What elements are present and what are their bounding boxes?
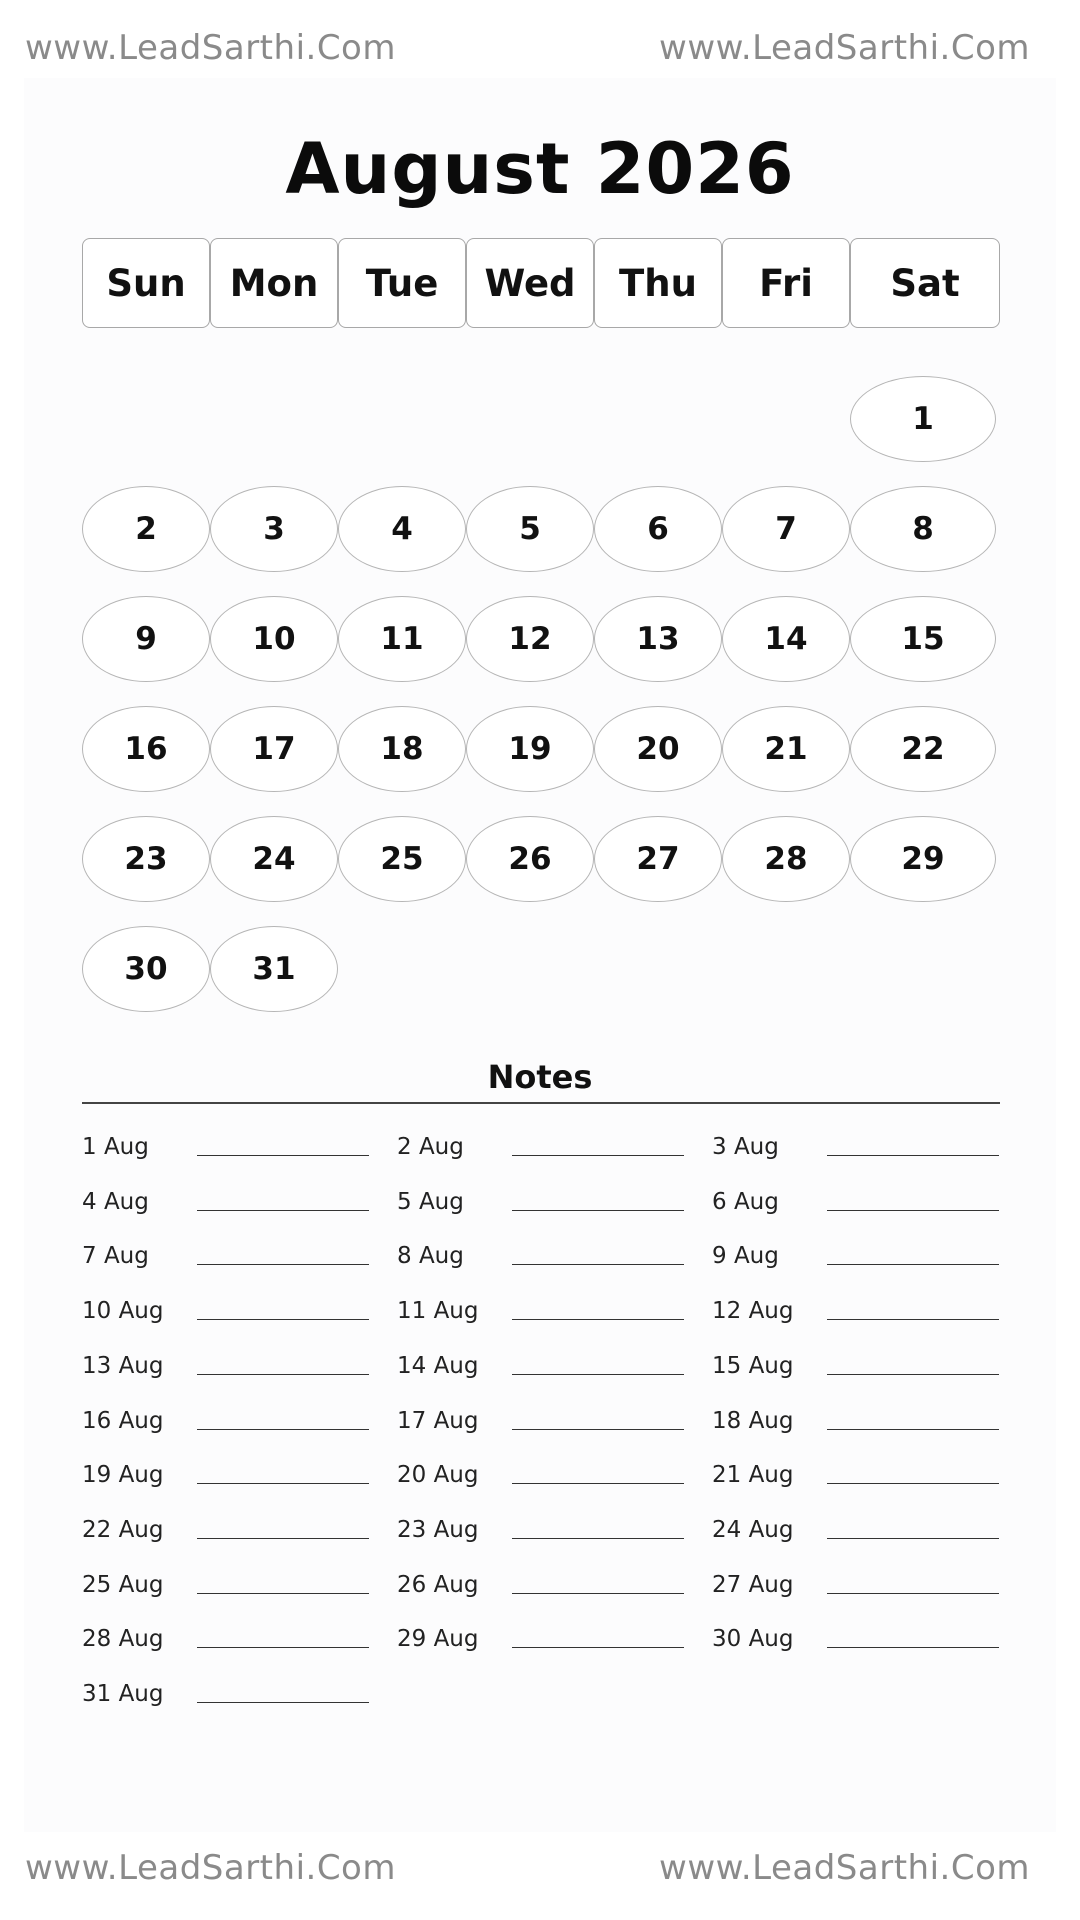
note-entry [712, 1239, 1002, 1279]
day-10: 10 [210, 596, 338, 682]
note-entry [82, 1568, 372, 1608]
note-write-line [827, 1155, 999, 1156]
note-write-line [197, 1264, 369, 1265]
day-17: 17 [210, 706, 338, 792]
note-entry [397, 1622, 687, 1662]
note-date-label: 1 Aug [82, 1134, 149, 1160]
day-21: 21 [722, 706, 850, 792]
note-date-label: 12 Aug [712, 1298, 794, 1325]
note-entry [712, 1185, 1002, 1225]
note-date-label: 14 Aug [397, 1352, 479, 1379]
day-28: 28 [722, 816, 850, 902]
watermark-bottom-right: www.LeadSarthi.Com [659, 1848, 1030, 1888]
note-entry [82, 1622, 372, 1662]
note-write-line [827, 1593, 999, 1594]
note-write-line [197, 1319, 369, 1320]
watermark-bottom-left: www.LeadSarthi.Com [25, 1848, 396, 1888]
note-entry [82, 1185, 372, 1225]
note-date-label: 8 Aug [397, 1243, 464, 1270]
note-date-label: 19 Aug [82, 1462, 164, 1489]
note-write-line [197, 1483, 369, 1484]
day-18: 18 [338, 706, 466, 792]
day-grid [82, 376, 1000, 1016]
note-write-line [512, 1647, 684, 1648]
note-date-label: 4 Aug [82, 1188, 149, 1215]
day-20: 20 [594, 706, 722, 792]
note-entry [397, 1349, 687, 1389]
note-entry [82, 1130, 372, 1170]
note-entry [82, 1349, 372, 1389]
note-entry [397, 1404, 687, 1444]
note-entry [712, 1458, 1002, 1498]
note-entry [712, 1568, 1002, 1608]
note-date-label: 31 Aug [82, 1681, 164, 1707]
note-write-line [197, 1374, 369, 1375]
day-14: 14 [722, 596, 850, 682]
day-16: 16 [82, 706, 210, 792]
note-date-label: 25 Aug [82, 1571, 164, 1598]
note-date-label: 10 Aug [82, 1298, 164, 1325]
note-write-line [512, 1155, 684, 1156]
note-date-label: 17 Aug [397, 1407, 479, 1434]
note-entry [712, 1404, 1002, 1444]
day-24: 24 [210, 816, 338, 902]
note-date-label: 7 Aug [82, 1243, 149, 1270]
day-5: 5 [466, 486, 594, 572]
day-19: 19 [466, 706, 594, 792]
note-date-label: 21 Aug [712, 1462, 794, 1489]
day-6: 6 [594, 486, 722, 572]
note-write-line [197, 1538, 369, 1539]
weekday-fri: Fri [722, 238, 850, 328]
note-entry [397, 1458, 687, 1498]
weekday-sun: Sun [82, 238, 210, 328]
note-write-line [827, 1647, 999, 1648]
note-date-label: 22 Aug [82, 1516, 164, 1543]
note-write-line [827, 1264, 999, 1265]
day-26: 26 [466, 816, 594, 902]
day-30: 30 [82, 926, 210, 1012]
month-title: August 2026 [285, 128, 795, 210]
note-date-label: 2 Aug [397, 1134, 464, 1160]
note-date-label: 16 Aug [82, 1407, 164, 1434]
note-write-line [197, 1593, 369, 1594]
day-25: 25 [338, 816, 466, 902]
notes-title: Notes [487, 1058, 593, 1096]
note-entry [712, 1622, 1002, 1662]
note-write-line [197, 1210, 369, 1211]
weekday-sat: Sat [850, 238, 1000, 328]
note-entry [712, 1349, 1002, 1389]
day-31: 31 [210, 926, 338, 1012]
note-date-label: 9 Aug [712, 1243, 779, 1270]
note-date-label: 5 Aug [397, 1188, 464, 1215]
note-entry [712, 1294, 1002, 1334]
note-entry [397, 1185, 687, 1225]
day-1: 1 [850, 376, 996, 462]
note-write-line [512, 1374, 684, 1375]
note-write-line [827, 1538, 999, 1539]
day-8: 8 [850, 486, 996, 572]
note-date-label: 3 Aug [712, 1134, 779, 1160]
note-write-line [512, 1319, 684, 1320]
note-write-line [197, 1702, 369, 1703]
day-27: 27 [594, 816, 722, 902]
day-9: 9 [82, 596, 210, 682]
note-date-label: 28 Aug [82, 1626, 164, 1653]
weekday-header-row [82, 238, 1000, 330]
note-write-line [827, 1429, 999, 1430]
watermark-top-right: www.LeadSarthi.Com [659, 28, 1030, 68]
note-write-line [827, 1319, 999, 1320]
note-date-label: 24 Aug [712, 1516, 794, 1543]
notes-divider [82, 1102, 1000, 1104]
note-entry [397, 1130, 687, 1170]
note-date-label: 20 Aug [397, 1462, 479, 1489]
note-date-label: 6 Aug [712, 1188, 779, 1215]
note-write-line [512, 1483, 684, 1484]
note-entry [712, 1130, 1002, 1170]
day-22: 22 [850, 706, 996, 792]
note-date-label: 29 Aug [397, 1626, 479, 1653]
weekday-wed: Wed [466, 238, 594, 328]
day-13: 13 [594, 596, 722, 682]
note-write-line [827, 1483, 999, 1484]
weekday-thu: Thu [594, 238, 722, 328]
note-date-label: 11 Aug [397, 1298, 479, 1325]
watermark-top-left: www.LeadSarthi.Com [25, 28, 396, 68]
note-entry [397, 1568, 687, 1608]
note-entry [712, 1513, 1002, 1553]
day-3: 3 [210, 486, 338, 572]
note-write-line [827, 1374, 999, 1375]
note-write-line [827, 1210, 999, 1211]
note-write-line [197, 1429, 369, 1430]
note-write-line [512, 1538, 684, 1539]
day-4: 4 [338, 486, 466, 572]
note-entry [82, 1513, 372, 1553]
note-entry [82, 1458, 372, 1498]
note-write-line [512, 1210, 684, 1211]
note-write-line [512, 1429, 684, 1430]
note-entry [82, 1239, 372, 1279]
note-entry [82, 1294, 372, 1334]
day-29: 29 [850, 816, 996, 902]
note-entry [397, 1239, 687, 1279]
day-11: 11 [338, 596, 466, 682]
note-date-label: 13 Aug [82, 1352, 164, 1379]
weekday-mon: Mon [210, 238, 338, 328]
note-date-label: 18 Aug [712, 1407, 794, 1434]
note-date-label: 30 Aug [712, 1626, 794, 1653]
note-write-line [512, 1264, 684, 1265]
note-date-label: 26 Aug [397, 1571, 479, 1598]
note-entry [397, 1513, 687, 1553]
day-15: 15 [850, 596, 996, 682]
note-date-label: 23 Aug [397, 1516, 479, 1543]
day-7: 7 [722, 486, 850, 572]
day-23: 23 [82, 816, 210, 902]
note-entry [82, 1677, 372, 1717]
day-2: 2 [82, 486, 210, 572]
note-date-label: 27 Aug [712, 1571, 794, 1598]
note-write-line [512, 1593, 684, 1594]
day-12: 12 [466, 596, 594, 682]
note-write-line [197, 1647, 369, 1648]
note-date-label: 15 Aug [712, 1352, 794, 1379]
note-entry [82, 1404, 372, 1444]
weekday-tue: Tue [338, 238, 466, 328]
note-write-line [197, 1155, 369, 1156]
note-entry [397, 1294, 687, 1334]
